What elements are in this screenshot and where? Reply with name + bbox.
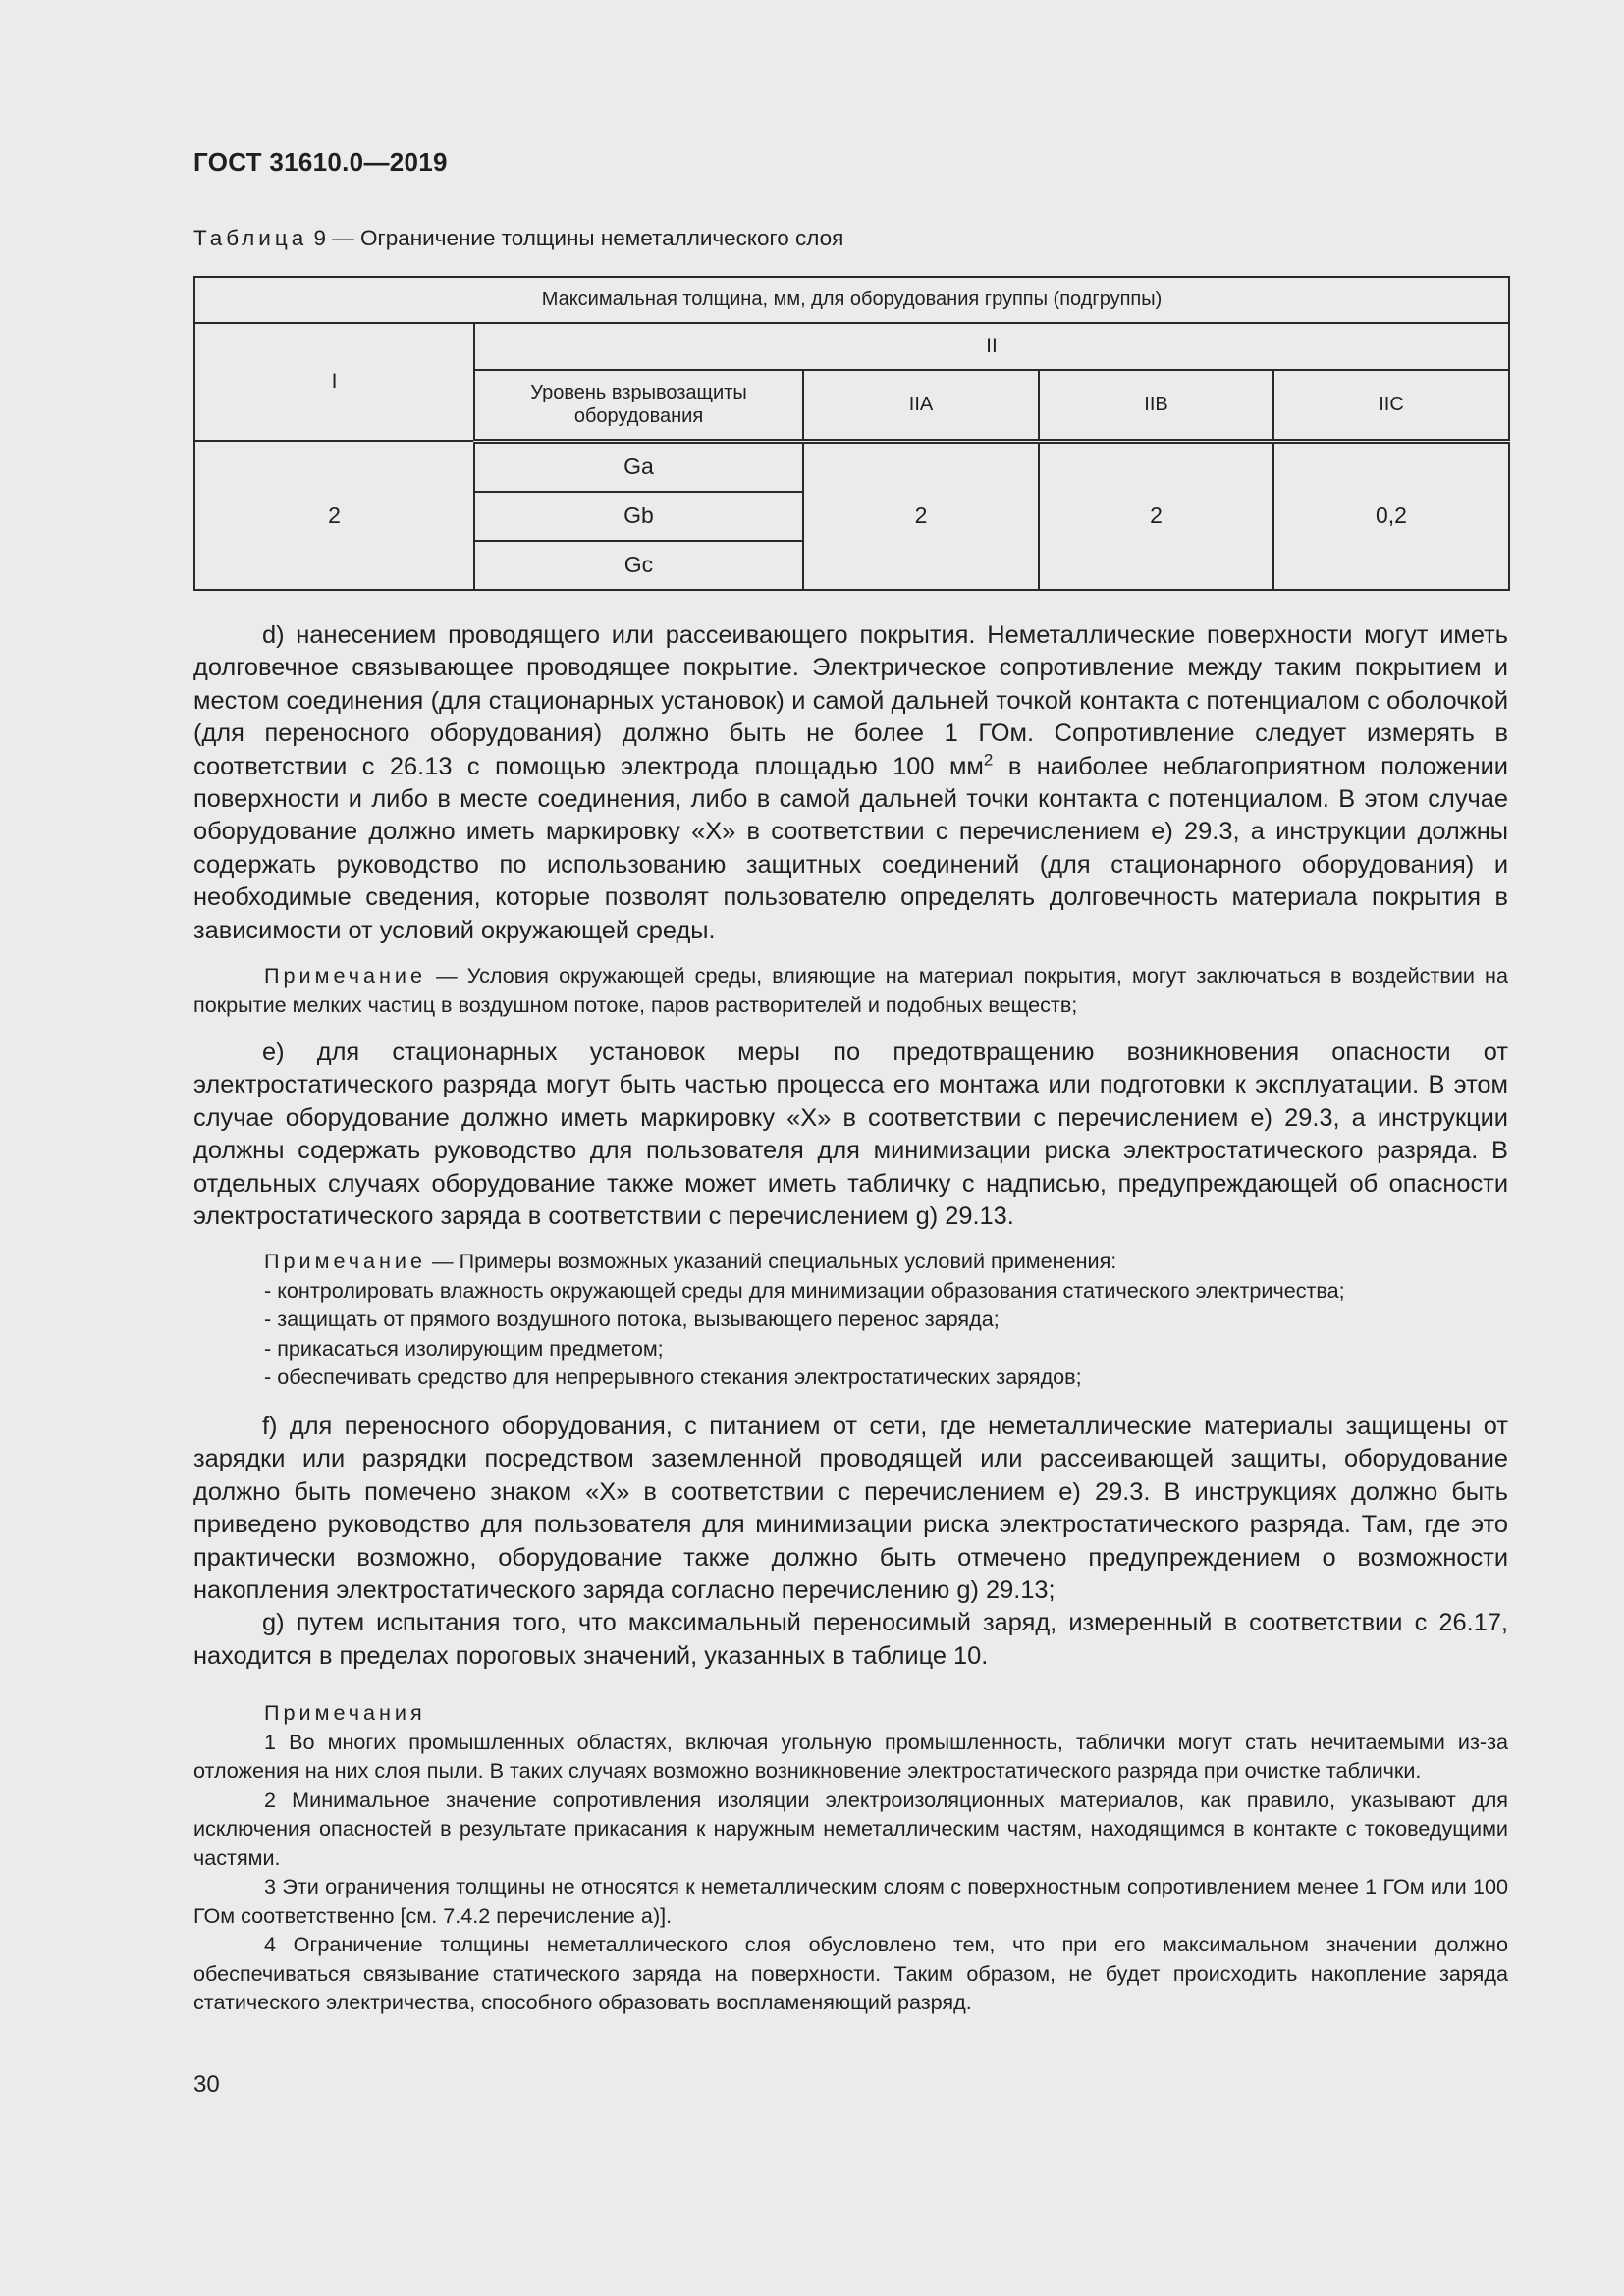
paragraph-e [193, 1037, 1508, 1233]
IIC-value: 0,2 [1273, 441, 1509, 590]
table-caption [193, 226, 843, 251]
IIB-value: 2 [1039, 441, 1273, 590]
note-2-item: - прикасаться изолирующим предметом; [264, 1335, 664, 1361]
paragraph-f-g [193, 1411, 1508, 1673]
document-code: ГОСТ 31610.0—2019 [193, 147, 448, 177]
subgroup-IIA-header: IIA [803, 370, 1039, 441]
paragraph-g-text: g) путем испытания того, что максимальный переносимый заряд, измеренный в соответствии с 26.17, находится в пределах пороговых значений, указанных в таблице 10. [193, 1609, 1508, 1670]
note-2-item: - защищать от прямого воздушного потока, вызывающего перенос заряда; [264, 1307, 1000, 1331]
note-2-item: - обеспечивать средство для непрерывного стекания электростатических зарядов; [264, 1364, 1082, 1389]
note-1-text: — Условия окружающей среды, влияющие на материал покрытия, могут заключаться в воздействии на покрытие мелких частиц в воздушном потоке, паров растворителей и подобных веществ; [193, 963, 1508, 1017]
note-1 [193, 961, 1508, 1019]
note-2-text: — Примеры возможных указаний специальных условий применения: [426, 1249, 1117, 1273]
table-caption-label: Таблица [193, 226, 308, 250]
paragraph-d-text-a: d) нанесением проводящего или рассеивающего покрытия. Неметаллические поверхности могут иметь долговечное связывающее проводящее покрытие. Электрическое сопротивление между таким покрытием и местом соединения (для стационарных установок) и самой дальней точкой контакта с потенциалом с оболочкой (для переносного оборудования) должно быть не более 1 ГОм. Сопротивление следует измерять в соответствии с 26.13 с помощью электрода площадью 100 мм [193, 621, 1508, 780]
subgroup-IIB-header: IIB [1039, 370, 1273, 441]
group-II-header: II [474, 323, 1509, 370]
paragraph-e-text: е) для стационарных установок меры по предотвращению возникновения опасности от электростатического разряда могут быть частью процесса его монтажа или подготовки к эксплуатации. В этом случае оборудование должно иметь маркировку «X» в соответствии с перечислением е) 29.3, а инструкции должны содержать руководство для пользователя для минимизации риска электростатического разряда. В отдельных случаях оборудование также может иметь табличку с надписью, предупреждающей об опасности электростатического заряда в соответствии с перечислением g) 29.13. [193, 1039, 1508, 1231]
level-Gb: Gb [474, 492, 803, 541]
final-notes [193, 1698, 1508, 2017]
level-Gc: Gc [474, 541, 803, 590]
group-I-value: 2 [194, 441, 474, 590]
thickness-limit-table [193, 276, 1510, 591]
note-2-item: - контролировать влажность окружающей среды для минимизации образования статического электричества; [264, 1277, 1345, 1303]
protection-level-header: Уровень взрывозащиты оборудования [474, 370, 803, 441]
paragraph-f-text: f) для переносного оборудования, с питанием от сети, где неметаллические материалы защищены от зарядки или разрядки посредством заземленной проводящей или рассеивающей защиты, оборудование должно быть помечено знаком «X» в соответствии с перечислением е) 29.3. В инструкциях должно быть приведено руководство для пользователя для минимизации риска электростатического разряда. Там, где это практически возможно, оборудование также должно быть отмечено предупреждением о возможности накопления электростатического заряда согласно перечислению g) 29.13; [193, 1413, 1508, 1605]
table-caption-text: 9 — Ограничение толщины неметаллического слоя [307, 226, 844, 250]
superscript: 2 [983, 750, 994, 770]
note-2-label: Примечание [264, 1249, 426, 1273]
final-notes-label: Примечания [264, 1700, 426, 1725]
final-note-item: 3 Эти ограничения толщины не относятся к неметаллическим слоям с поверхностным сопротивлением менее 1 ГОм или 100 ГОм соответственно [см. 7.4.2 перечисление а)]. [193, 1874, 1508, 1928]
subgroup-IIC-header: IIC [1273, 370, 1509, 441]
paragraph-d [193, 619, 1508, 947]
level-Ga: Ga [474, 441, 803, 492]
table-top-header: Максимальная толщина, мм, для оборудования группы (подгруппы) [194, 277, 1509, 323]
final-note-item: 2 Минимальное значение сопротивления изоляции электроизоляционных материалов, как правило, указывают для исключения опасностей в результате прикасания к наружным неметаллическим частям, находящимся в контакте с токоведущими частями. [193, 1787, 1508, 1870]
note-1-label: Примечание [264, 963, 426, 988]
note-2 [193, 1247, 1508, 1392]
final-note-item: 4 Ограничение толщины неметаллического слоя обусловлено тем, что при его максимальном значении должно обеспечиваться связывание статического заряда на поверхности. Таким образом, не будет происходить накопление заряда статического электричества, способного образовать воспламеняющий разряд. [193, 1932, 1508, 2014]
IIA-value: 2 [803, 441, 1039, 590]
paragraph-d-text-b: в наиболее неблагоприятном положении поверхности и либо в месте соединения, либо в самой дальней точки контакта с потенциалом. В этом случае оборудование должно иметь маркировку «X» в соответствии с перечислением е) 29.3, а инструкции должны содержать руководство по использованию защитных соединений (для стационарного оборудования) и необходимые сведения, которые позволят пользователю определять долговечность материала покрытия в зависимости от условий окружающей среды. [193, 752, 1508, 944]
group-I-header: I [194, 323, 474, 441]
final-note-item: 1 Во многих промышленных областях, включая угольную промышленность, таблички могут стать нечитаемыми из-за отложения на них слоя пыли. В таких случаях возможно возникновение электростатического разряда при очистке таблички. [193, 1729, 1508, 1783]
page-number: 30 [193, 2071, 220, 2098]
